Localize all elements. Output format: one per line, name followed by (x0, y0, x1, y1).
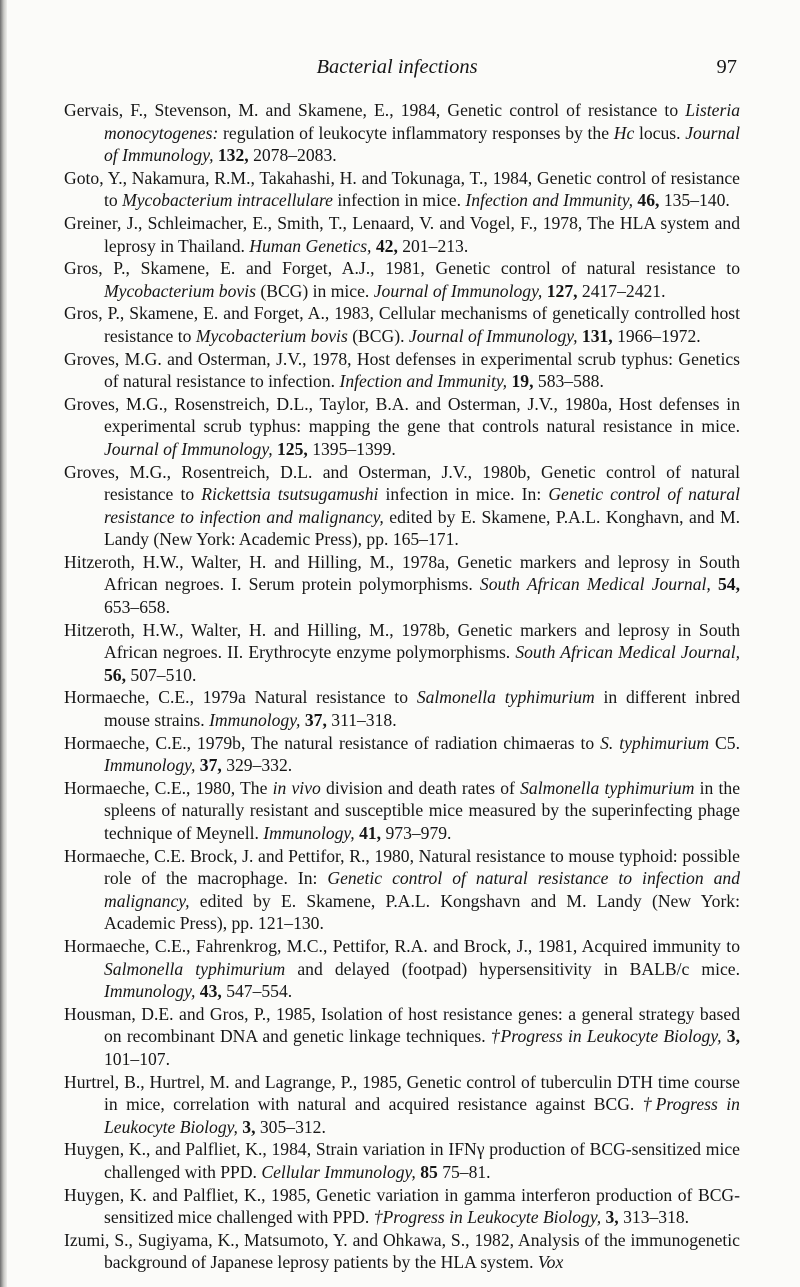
reference-text: †Progress in Leukocyte Biology, (490, 1026, 722, 1047)
reference-text: 127, (546, 280, 578, 301)
page-spine-shadow (0, 0, 7, 1287)
reference-text: Izumi, S., Sugiyama, K., Matsumoto, Y. and Ohkawa, S., 1982, Analysis of the immunogenetic background of Japanese leprosy patients by the HLA system. (64, 1229, 740, 1273)
reference-text: Infection and Immunity, (465, 190, 634, 211)
reference-text: 2417–2421. (577, 280, 666, 301)
reference-text: Goto, Y., Nakamura, R.M., Takahashi, H. and Tokunaga, T., 1984, Genetic control of resistance to (64, 167, 740, 211)
reference-text: Huygen, K., and Palfliet, K., 1984, Strain variation in IFNγ production of BCG-sensitized mice challenged with PPD. (64, 1139, 740, 1182)
reference-text: Hormaeche, C.E., 1980, The (64, 777, 273, 798)
reference-text: 311–318. (326, 710, 397, 731)
reference-text: 313–318. (618, 1207, 690, 1228)
reference-text: Immunology, (209, 710, 301, 731)
reference-text: 135–140. (659, 190, 730, 211)
reference-entry (64, 212, 740, 257)
reference-text: regulation of leukocyte inflammatory responses by the (218, 122, 614, 143)
reference-text: 201–213. (397, 235, 469, 256)
reference-text: 37, (199, 755, 222, 776)
reference-text: Gervais, F., Stevenson, M. and Skamene, E., 1984, Genetic control of resistance to (64, 100, 686, 120)
reference-entry (64, 686, 740, 731)
reference-text: South African Medical Journal, (515, 642, 740, 663)
reference-text: Groves, M.G., Rosenstreich, D.L., Taylor, B.A. and Osterman, J.V., 1980a, Host defenses in experimental scrub typhus: mapping the gene that controls natural resistance in mice. (64, 393, 740, 437)
reference-text: Housman, D.E. and Gros, P., 1985, Isolation of host resistance genes: a general strategy based on recombinant DNA and genetic linkage techniques. (64, 1003, 740, 1047)
reference-text: 54, (718, 574, 740, 595)
reference-text: Hormaeche, C.E., Fahrenkrog, M.C., Pettifor, R.A. and Brock, J., 1981, Acquired immunity to (64, 935, 740, 956)
reference-text: Journal of Immunology, (373, 280, 543, 301)
reference-text: in vivo (272, 777, 321, 798)
reference-text: 131, (581, 325, 613, 346)
reference-entry (64, 732, 740, 777)
reference-entry (64, 551, 740, 619)
reference-text: 75–81. (437, 1161, 491, 1182)
reference-text: Mycobacterium bovis (195, 325, 348, 346)
reference-text: Journal of Immunology, (408, 325, 578, 346)
reference-text: infection in mice. (333, 190, 466, 211)
reference-text: Groves, M.G. and Osterman, J.V., 1978, Host defenses in experimental scrub typhus: Genetics of natural resistance to infection. (64, 348, 740, 392)
reference-text: Immunology, (263, 823, 355, 843)
reference-entry (64, 1184, 740, 1229)
reference-entry (64, 935, 740, 1003)
reference-entry (64, 257, 740, 302)
reference-text: Journal of Immunology, (104, 438, 273, 459)
reference-text: †Progress in Leukocyte Biology, (104, 1094, 740, 1137)
reference-text: and delayed (footpad) hypersensitivity in BALB/c mice. (285, 958, 740, 979)
reference-text: 37, (304, 710, 327, 731)
reference-text: 1966–1972. (612, 325, 701, 346)
page-number: 97 (716, 56, 737, 78)
reference-text (711, 574, 718, 594)
reference-text: S. typhimurium (600, 732, 710, 753)
reference-text: Groves, M.G., Rosentreich, D.L. and Osterman, J.V., 1980b, Genetic control of natural resistance to (64, 461, 740, 505)
reference-text: 305–312. (255, 1116, 326, 1137)
reference-text: 46, (637, 190, 660, 211)
reference-text: 3, (242, 1116, 256, 1137)
reference-entry (64, 461, 740, 551)
reference-text: 125, (277, 438, 308, 459)
reference-text: Gros, P., Skamene, E. and Forget, A., 1983, Cellular mechanisms of genetically controlled host resistance to (64, 303, 740, 346)
reference-text: 43, (199, 981, 222, 1002)
reference-text: Vox (537, 1252, 564, 1273)
reference-text: 547–554. (221, 981, 293, 1002)
reference-text: locus. (634, 122, 686, 143)
reference-entry (64, 393, 740, 461)
reference-text: Human Genetics, (249, 235, 372, 256)
reference-text: edited by E. Skamene, P.A.L. Kongshavn and M. Landy (New York: Academic Press), pp. 121–130. (104, 890, 740, 934)
reference-text: Salmonella typhimurium (104, 958, 286, 979)
reference-entry (64, 1138, 740, 1183)
reference-text: Genetic control of natural resistance to infection and malignancy, (104, 868, 741, 911)
reference-text: Hurtrel, B., Hurtrel, M. and Lagrange, P., 1985, Genetic control of tuberculin DTH time course in mice, correlation with natural and acquired resistance against BCG. (64, 1071, 740, 1115)
reference-entry (64, 1071, 740, 1139)
reference-text: division and death rates of (320, 777, 521, 798)
reference-text: Hormaeche, C.E., 1979a Natural resistance to (64, 687, 417, 708)
reference-text: Hormaeche, C.E. Brock, J. and Pettifor, R., 1980, Natural resistance to mouse typhoid: possible role of the macrophage. In: (64, 845, 740, 889)
reference-text: in different inbred mouse strains. (104, 687, 741, 731)
reference-text: Infection and Immunity, (339, 371, 508, 392)
reference-text: Hitzeroth, H.W., Walter, H. and Hilling, M., 1978a, Genetic markers and leprosy in South African negroes. I. Serum protein polymorphisms. (64, 551, 740, 595)
reference-text: Journal of Immunology, (104, 122, 740, 166)
reference-text: Hormaeche, C.E., 1979b, The natural resistance of radiation chimaeras to (64, 732, 601, 753)
reference-entry (64, 619, 740, 687)
reference-text: 1395–1399. (307, 438, 396, 459)
reference-text: Rickettsia tsutsugamushi (201, 484, 379, 505)
reference-text: (BCG) in mice. (255, 280, 374, 301)
reference-text: 329–332. (221, 755, 293, 776)
reference-text: 583–588. (533, 371, 604, 392)
reference-text: 3, (605, 1207, 619, 1228)
reference-entry (64, 1229, 740, 1274)
reference-text: 85 (420, 1161, 438, 1182)
running-title: Bacterial infections (316, 56, 478, 78)
reference-entry (64, 348, 740, 393)
reference-entry (64, 845, 740, 935)
reference-text: Cellular Immunology, (261, 1161, 416, 1182)
reference-text: 3, (726, 1026, 740, 1047)
reference-text: (BCG). (347, 325, 409, 346)
reference-text: South African Medical Journal, (479, 574, 711, 595)
reference-text: 101–107. (104, 1048, 170, 1069)
reference-text: in the spleens of naturally resistant and susceptible mice measured by the superinfecting phage technique of Meynell. (104, 777, 741, 843)
reference-text: 56, (104, 664, 126, 685)
reference-text: Hitzeroth, H.W., Walter, H. and Hilling, M., 1978b, Genetic markers and leprosy in South African negroes. II. Erythrocyte enzyme polymorphisms. (64, 619, 740, 663)
page-header (62, 56, 737, 86)
reference-text: 653–658. (104, 597, 170, 618)
reference-text: 19, (511, 371, 534, 392)
reference-text: edited by E. Skamene, P.A.L. Konghavn, and M. Landy (New York: Academic Press), pp. 165–171. (104, 506, 740, 550)
reference-text: Salmonella typhimurium (520, 777, 695, 798)
reference-text: Gros, P., Skamene, E. and Forget, A.J., 1981, Genetic control of natural resistance to (64, 258, 740, 279)
reference-text: Hc (613, 122, 635, 143)
reference-text: Immunology, (104, 981, 196, 1002)
reference-text: Mycobacterium intracellulare (122, 190, 333, 211)
reference-entry (64, 302, 740, 347)
reference-text: 41, (359, 823, 382, 843)
reference-text: Immunology, (104, 755, 196, 776)
reference-text: Huygen, K. and Palfliet, K., 1985, Genetic variation in gamma interferon production of BCG-sensitized mice challenged with PPD. (64, 1184, 740, 1228)
reference-text: 973–979. (381, 823, 452, 843)
reference-entry (64, 167, 740, 212)
reference-text: Mycobacterium bovis (104, 280, 256, 301)
reference-entry (64, 1003, 740, 1071)
reference-text: †Progress in Leukocyte Biology, (373, 1207, 602, 1228)
reference-text: 507–510. (126, 664, 197, 685)
reference-text: 2078–2083. (248, 145, 337, 166)
reference-list (64, 99, 740, 1274)
reference-text: Salmonella typhimurium (416, 687, 595, 708)
reference-text: Greiner, J., Schleimacher, E., Smith, T., Lenaard, V. and Vogel, F., 1978, The HLA system and leprosy in Thailand. (64, 212, 740, 256)
reference-text: 42, (375, 235, 398, 256)
reference-text: 132, (217, 145, 249, 166)
reference-entry (64, 777, 740, 845)
reference-text: Genetic control of natural resistance to infection and malignancy, (104, 484, 740, 527)
reference-text: Listeria monocytogenes: (104, 100, 740, 143)
reference-text: C5. (709, 732, 740, 753)
reference-text: infection in mice. In: (378, 484, 549, 505)
reference-entry (64, 99, 740, 167)
